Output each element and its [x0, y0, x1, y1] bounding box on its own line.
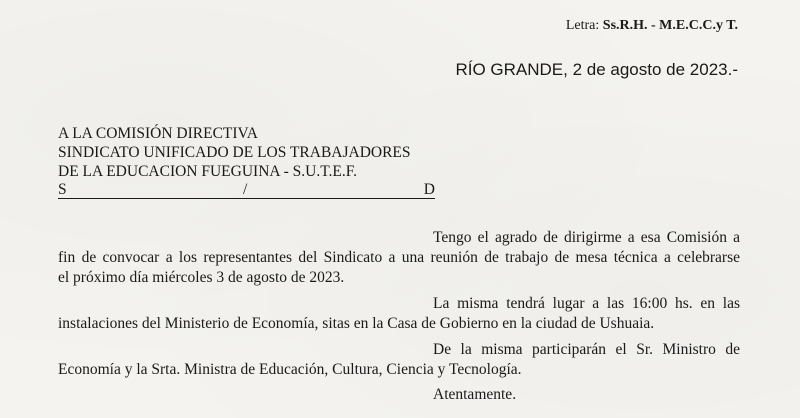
paragraph-3 — [58, 340, 740, 380]
recipient-line-3: DE LA EDUCACION FUEGUINA - S.U.T.E.F. — [58, 163, 357, 180]
recipient-block — [58, 124, 435, 199]
sd-s: S — [58, 181, 67, 198]
recipient-line-2: SINDICATO UNIFICADO DE LOS TRABAJADORES — [58, 144, 411, 161]
closing-text: Atentamente. — [433, 386, 517, 403]
paragraph-1-line-3: el próximo día miércoles 3 de agosto de 2023. — [58, 269, 345, 286]
paragraph-1-line-1: Tengo el agrado de dirigirme a esa Comisión a — [433, 229, 740, 246]
reference-line — [566, 18, 738, 34]
sd-d: D — [423, 181, 435, 198]
paragraph-1-line-2: fin de convocar a los representantes del Sindicato a una reunión de trabajo de mesa técnica a celebrarse — [58, 249, 740, 266]
letter-date: RÍO GRANDE, 2 de agosto de 2023.- — [455, 60, 738, 79]
paragraph-3-line-2: Economía y la Srta. Ministra de Educación, Cultura, Ciencia y Tecnología. — [58, 361, 522, 378]
salutation-sd-line — [58, 181, 435, 199]
paragraph-2-line-1: La misma tendrá lugar a las 16:00 hs. en las — [433, 295, 740, 312]
paragraph-2 — [58, 294, 740, 334]
paragraph-2-line-2: instalaciones del Ministerio de Economía, sitas en la Casa de Gobierno en la ciudad de Ushuaia. — [58, 315, 655, 332]
paragraph-1 — [58, 228, 740, 288]
reference-label: Letra: — [565, 18, 600, 33]
sd-slash: / — [243, 181, 248, 198]
paragraph-3-line-1: De la misma participarán el Sr. Ministro de — [433, 341, 740, 358]
recipient-line-1: A LA COMISIÓN DIRECTIVA — [58, 125, 258, 142]
reference-code: Ss.R.H. - M.E.C.C.y T. — [602, 18, 738, 33]
